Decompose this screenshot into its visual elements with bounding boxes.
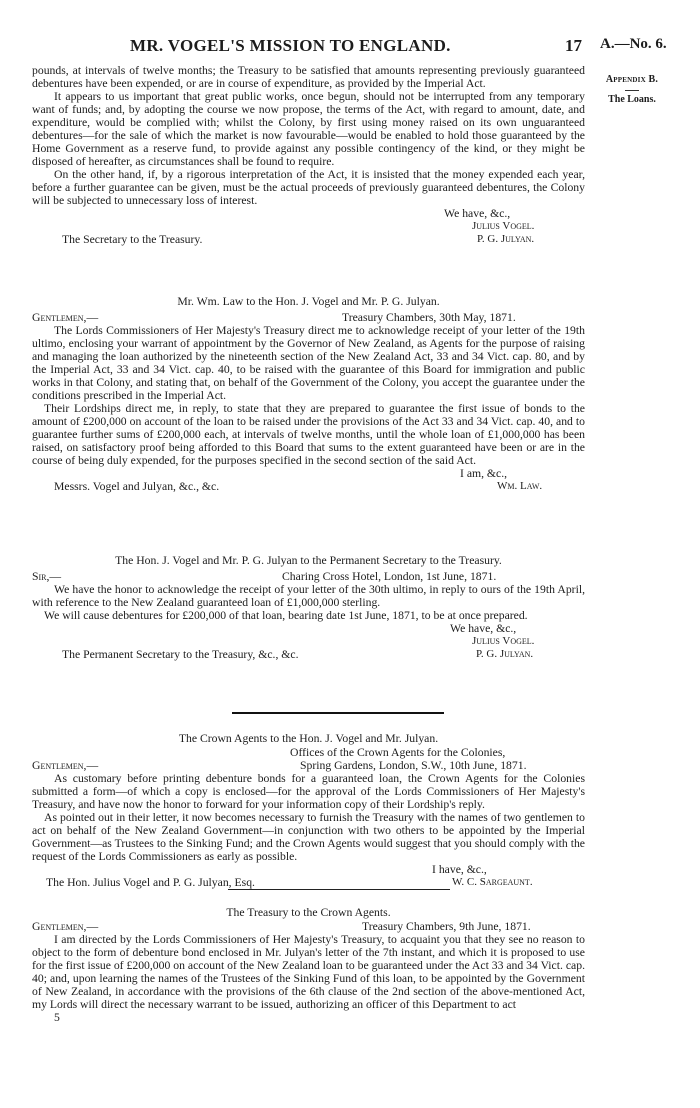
- signature: Julius Vogel.: [472, 635, 535, 647]
- addressee-row: [32, 233, 585, 246]
- paragraph: The Lords Commissioners of Her Majesty's Treasury direct me to acknowledge receipt of your letter of the 19th ultimo, enclosing your warrant of appointment by the Governor of New Zealand, as Agents for the purpose of raising and managing the loan authorized by the nineteenth section of the New Zealand Act, 33 and 34 Vict. cap. 80, and by the Imperial Act, 33 and 34 Vict. cap. 40, to be raised with the guarantee of this Board for immigration and public works in that Colony, and stating that, on behalf of the Government of the Colony, you accept the guarantee under the conditions prescribed in the Imperial Act.: [32, 324, 585, 402]
- closing: I have, &c.,: [432, 863, 487, 876]
- addressee-row: [32, 876, 585, 889]
- paragraph: As customary before printing debenture bonds for a guaranteed loan, the Crown Agents for the Colonies submitted a form—of which a copy is enclosed—for the approval of the Lords Commissioners of Her Majesty's Treasury, and have now the honor to forward for your information copy of their Lordship's reply.: [32, 772, 585, 811]
- closing-row: [32, 207, 585, 220]
- paragraph: As pointed out in their letter, it now becomes necessary to furnish the Treasury with the names of two gentlemen to act on behalf of the New Zealand Government—in conjunction with two others to be appointed by the Imperial Government—as Trustees to the Sinking Fund; and the Crown Agents would suggest that you should comply with the request of the Lords Commissioners as early as possible.: [32, 811, 585, 863]
- letter-heading: The Treasury to the Crown Agents.: [226, 906, 391, 919]
- place-date: Treasury Chambers, 9th June, 1871.: [362, 920, 531, 933]
- paragraph: Their Lordships direct me, in reply, to state that they are prepared to guarantee the first issue of bonds to the amount of £200,000 on account of the loan to be raised under the provisions of the Act 33 and 34 Vict. cap. 40, and to guarantee further sums of £200,000 each, at intervals of twelve months, until the whole loan of £1,000,000 has been raised, on satisfactory proof being afforded to this Board that sums to the extent guaranteed have been or are in the course of being duly expended, for the purposes specified in the second section of the said Act.: [32, 402, 585, 467]
- signature-row: [32, 220, 585, 233]
- closing: We have, &c.,: [450, 622, 517, 635]
- addressee-row: [32, 480, 585, 493]
- letter-heading: The Crown Agents to the Hon. J. Vogel and Mr. Julyan.: [178, 732, 439, 745]
- salutation: Sir,—: [32, 570, 62, 583]
- signature-mark: 5: [54, 1011, 60, 1024]
- paragraph: We have the honor to acknowledge the receipt of your letter of the 30th ultimo, in reply to ours of the 19th April, with reference to the New Zealand guaranteed loan of £1,000,000 sterling.: [32, 583, 585, 609]
- closing-row: [32, 622, 585, 635]
- salutation-row: [32, 570, 585, 583]
- signature: P. G. Julyan.: [477, 233, 535, 245]
- closing-row: [32, 467, 585, 480]
- signature: Julius Vogel.: [472, 220, 535, 232]
- addressee: The Permanent Secretary to the Treasury, &c., &c.: [62, 648, 299, 661]
- addressee-row: [32, 648, 585, 661]
- closing: We have, &c.,: [444, 207, 511, 220]
- margin-divider: [625, 90, 639, 91]
- closing-row: [32, 863, 585, 876]
- place-date: Treasury Chambers, 30th May, 1871.: [342, 311, 516, 324]
- signature: P. G. Julyan.: [476, 648, 534, 660]
- section-divider: [232, 712, 444, 714]
- letter-vogel: [32, 554, 585, 661]
- page-number: 17: [565, 36, 582, 55]
- paragraph: We will cause debentures for £200,000 of that loan, bearing date 1st June, 1871, to be at once prepared.: [44, 609, 528, 622]
- page-title: MR. VOGEL'S MISSION TO ENGLAND.: [130, 36, 451, 55]
- paragraph: pounds, at intervals of twelve months; the Treasury to be satisfied that amounts representing previously guaranteed debentures have been expended, or are in course of expenditure, as provided by the Imperial Act.: [32, 64, 585, 90]
- document-reference: A.—No. 6.: [600, 36, 667, 52]
- section-divider: [228, 889, 450, 890]
- paragraph: I am directed by the Lords Commissioners of Her Majesty's Treasury, to acquaint you that they see no reason to object to the form of debenture bond enclosed in Mr. Julyan's letter of the 7th instant, and which it is proposed to use for the first issue of £200,000 on account of the New Zealand loan to be guaranteed under the Act 33 and 34 Vict. cap. 40; and, upon learning the names of the Trustees of the Sinking Fund of this loan, to be appointed by the Government of New Zealand, in accordance with the provisions of the 6th clause of the 2nd section of the above-mentioned Act, my Lords will direct the necessary warrant to be issued, authorizing an officer of this Department to act: [32, 933, 585, 1011]
- place-date: Charing Cross Hotel, London, 1st June, 1871.: [282, 570, 497, 583]
- place-date: Spring Gardens, London, S.W., 10th June, 1871.: [300, 759, 527, 772]
- salutation: Gentlemen,—: [32, 759, 99, 772]
- section-label: The Loans.: [608, 94, 656, 105]
- salutation-row: [32, 759, 585, 772]
- addressee: The Hon. Julius Vogel and P. G. Julyan, Esq.: [46, 876, 255, 889]
- signature-row: [32, 635, 585, 648]
- office-address: Offices of the Crown Agents for the Colonies,: [290, 746, 506, 759]
- addressee: The Secretary to the Treasury.: [62, 233, 203, 246]
- margin-note: [592, 74, 672, 106]
- addressee: Messrs. Vogel and Julyan, &c., &c.: [54, 480, 220, 493]
- appendix-label: Appendix B.: [605, 74, 659, 85]
- salutation: Gentlemen,—: [32, 920, 99, 933]
- salutation: Gentlemen,—: [32, 311, 99, 324]
- salutation-row: [32, 920, 585, 933]
- letter-continued: [32, 64, 585, 246]
- letter-heading: The Hon. J. Vogel and Mr. P. G. Julyan to the Permanent Secretary to the Treasury.: [115, 554, 502, 567]
- paragraph: It appears to us important that great public works, once begun, should not be interrupted from any temporary want of funds; and, by adopting the course we now propose, the terms of the Act, with regard to amount, date, and expenditure, would be complied with; whilst the Colony, by first using money raised on its own unguaranteed debentures—for the sale of which the market is now favourable—would be enabled to hold those guaranteed by the Home Government as a reserve fund, to provide against any possible contingency of the kind, or they might be disposed of hereafter, as circumstances shall be found to require.: [32, 90, 585, 168]
- signature: W. C. Sargeaunt.: [452, 876, 533, 888]
- paragraph: On the other hand, if, by a rigorous interpretation of the Act, it is insisted that the money expended each year, before a further guarantee can be given, must be the actual proceeds of previously guaranteed debentures, the Colony will be subjected to unnecessary loss of interest.: [32, 168, 585, 207]
- letter-treasury: [32, 906, 585, 1024]
- signature-mark-row: [32, 1011, 585, 1024]
- letter-heading: Mr. Wm. Law to the Hon. J. Vogel and Mr. P. G. Julyan.: [177, 295, 440, 308]
- running-header: [0, 36, 700, 60]
- closing: I am, &c.,: [460, 467, 508, 480]
- salutation-row: [32, 311, 585, 324]
- letter-law: [32, 295, 585, 493]
- signature: Wm. Law.: [497, 480, 543, 492]
- office-row: [32, 746, 585, 759]
- letter-crown-agents: [32, 732, 585, 889]
